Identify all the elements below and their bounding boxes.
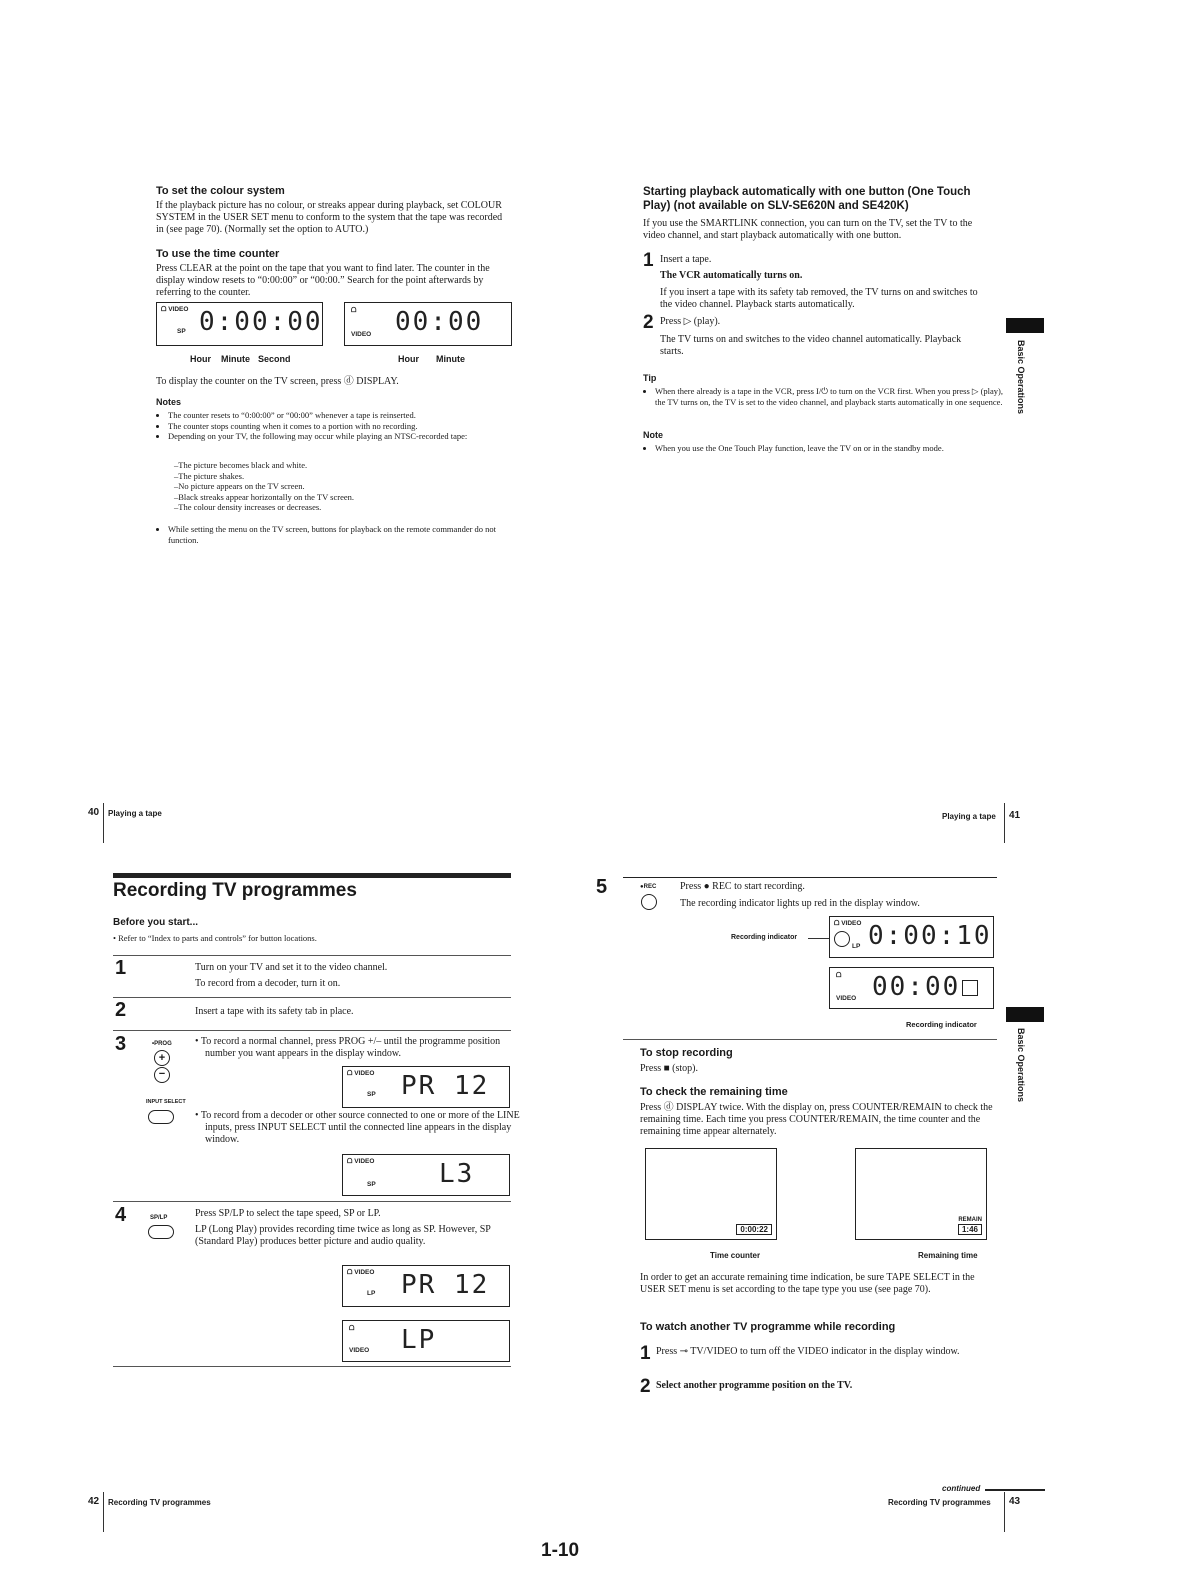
line-input-display bbox=[342, 1154, 510, 1196]
accuracy-text: In order to get an accurate remaining time indication, be sure TAPE SELECT in the USER SET menu is set according to the tape type you use (see page 70). bbox=[640, 1272, 975, 1295]
counter-digits: 0:00:10 bbox=[868, 921, 992, 951]
effect-item: –The picture becomes black and white. bbox=[174, 460, 308, 470]
footer-label-40: Playing a tape bbox=[108, 809, 162, 818]
step-divider bbox=[113, 955, 511, 956]
heading-check-remaining: To check the remaining time bbox=[640, 1086, 788, 1098]
note-item: • While setting the menu on the TV screen, buttons for playback on the remote commander do not function. bbox=[168, 524, 508, 545]
page-number-43: 43 bbox=[1009, 1496, 1021, 1507]
footer-divider bbox=[103, 803, 104, 843]
prog-label: •PROG bbox=[152, 1041, 172, 1047]
tv-screen-counter bbox=[645, 1148, 777, 1240]
heading-stop-recording: To stop recording bbox=[640, 1047, 733, 1059]
notes-list-last bbox=[156, 524, 508, 545]
recording-display-2 bbox=[829, 967, 994, 1009]
step-divider bbox=[113, 997, 511, 998]
prog-plus-button-icon: + bbox=[154, 1050, 170, 1066]
programme-display bbox=[342, 1066, 510, 1108]
step-1-sub: To record from a decoder, turn it on. bbox=[195, 978, 341, 989]
note-item: • The counter resets to “0:00:00” or “00:00” whenever a tape is reinserted. bbox=[168, 410, 524, 421]
rec-label: ●REC bbox=[640, 884, 657, 890]
tape-speed-label: SP bbox=[367, 1091, 376, 1098]
watch-step-2: Select another programme position on the TV. bbox=[656, 1380, 853, 1391]
programme-display-lp bbox=[342, 1265, 510, 1307]
step-1-detail-b: If you insert a tape with its safety tab removed, the TV turns on and switches to the video channel. Playback starts automatically. bbox=[660, 287, 978, 310]
step-number: 4 bbox=[115, 1204, 127, 1226]
sp-lp-label: SP/LP bbox=[150, 1215, 168, 1221]
step-4-text: LP (Long Play) provides recording time twice as long as SP. However, SP (Standard Play) produces better picture and audio quality. bbox=[195, 1224, 491, 1247]
step-2-title: Press ▷ (play). bbox=[660, 316, 721, 327]
label-hour: Hour bbox=[190, 354, 211, 364]
footer-label-43: Recording TV programmes bbox=[888, 1498, 991, 1507]
recording-indicator-label: Recording indicator bbox=[731, 934, 798, 941]
tape-video-icon: ᗝ VIDEO bbox=[347, 1269, 375, 1276]
prog-minus-button-icon: − bbox=[154, 1067, 170, 1083]
page-number-40: 40 bbox=[88, 807, 100, 818]
step-divider bbox=[113, 1030, 511, 1031]
step-3-b-text: To record from a decoder or other source connected to one or more of the LINE inputs, press INPUT SELECT until the connected line appears in the display window. bbox=[200, 1110, 520, 1145]
stop-recording-text: Press ■ (stop). bbox=[640, 1063, 698, 1074]
step-2-detail: The TV turns on and switches to the video channel automatically. Playback starts. bbox=[660, 334, 962, 357]
before-start-text: • Refer to “Index to parts and controls” for button locations. bbox=[113, 933, 317, 943]
tape-speed-display bbox=[342, 1320, 510, 1362]
line-digits: L3 bbox=[439, 1159, 475, 1189]
section-tab-marker bbox=[1006, 318, 1044, 333]
title-rule bbox=[113, 873, 511, 878]
time-counter-readout: 0:00:22 bbox=[736, 1224, 772, 1235]
label-minute: Minute bbox=[221, 354, 250, 364]
heading-watch-another: To watch another TV programme while recording bbox=[640, 1321, 896, 1333]
video-label: VIDEO bbox=[351, 331, 372, 338]
step-3-b: • To record from a decoder or other source connected to one or more of the LINE inputs, press INPUT SELECT until the connected line appears in the display window. bbox=[195, 1110, 520, 1145]
effect-item: –Black streaks appear horizontally on the TV screen. bbox=[174, 491, 355, 502]
rec-button-icon bbox=[641, 894, 657, 910]
step-divider bbox=[113, 1201, 511, 1202]
step-number: 5 bbox=[596, 876, 608, 898]
label-second: Second bbox=[258, 354, 291, 364]
top-rule bbox=[623, 877, 997, 878]
recording-display bbox=[829, 916, 994, 958]
ntsc-effects bbox=[174, 460, 504, 513]
footer-label-41: Playing a tape bbox=[942, 812, 996, 821]
label-hour-2: Hour bbox=[398, 354, 419, 364]
programme-digits: PR 12 bbox=[401, 1270, 490, 1300]
continued-rule bbox=[985, 1489, 1045, 1491]
counter-digits-2: 00:00 bbox=[395, 307, 484, 337]
footer-divider bbox=[1004, 803, 1005, 843]
step-number: 1 bbox=[640, 1343, 651, 1364]
tape-icon: ᗝ bbox=[836, 972, 842, 979]
recording-indicator-icon bbox=[962, 980, 978, 996]
page-number-42: 42 bbox=[88, 1496, 100, 1507]
tape-icon: ᗝ bbox=[351, 307, 357, 314]
heading-one-touch-play: Starting playback automatically with one button (One Touch Play) (not available on SLV-SE620N and SE420K) bbox=[643, 186, 971, 212]
tape-video-icon: ᗝ VIDEO bbox=[161, 306, 189, 313]
heading-colour-system: To set the colour system bbox=[156, 185, 285, 197]
sheet-number: 1-10 bbox=[541, 1540, 580, 1561]
caption-remaining-time: Remaining time bbox=[918, 1251, 978, 1260]
section-divider bbox=[623, 1039, 997, 1040]
note-list bbox=[643, 443, 995, 454]
tape-video-icon: ᗝ VIDEO bbox=[347, 1158, 375, 1165]
tape-video-icon: ᗝ VIDEO bbox=[834, 920, 862, 927]
step-4-title: Press SP/LP to select the tape speed, SP or LP. bbox=[195, 1208, 381, 1219]
remaining-time-readout: 1:46 bbox=[958, 1224, 982, 1235]
video-label: VIDEO bbox=[349, 1347, 370, 1354]
heading-before-start: Before you start... bbox=[113, 917, 199, 928]
note-item: • The counter stops counting when it comes to a portion with no recording. bbox=[168, 421, 524, 432]
counter-digits: 00:00 bbox=[872, 972, 961, 1002]
step-1-detail-a: The VCR automatically turns on. bbox=[660, 270, 803, 281]
page-number-41: 41 bbox=[1009, 810, 1021, 821]
step-number: 1 bbox=[643, 250, 654, 271]
step-number: 1 bbox=[115, 957, 127, 979]
page-title: Recording TV programmes bbox=[113, 880, 357, 901]
note-item: • When you use the One Touch Play function, leave the TV on or in the standby mode. bbox=[655, 443, 995, 454]
tape-icon: ᗝ bbox=[349, 1325, 355, 1332]
footer-divider bbox=[1004, 1492, 1005, 1532]
counter-digits: 0:00:00 bbox=[199, 307, 323, 337]
continued-label: continued bbox=[942, 1484, 981, 1493]
sp-lp-button-icon bbox=[148, 1225, 174, 1239]
note-item: • Depending on your TV, the following may occur while playing an NTSC-recorded tape: bbox=[168, 431, 524, 442]
footer-divider bbox=[103, 1492, 104, 1532]
programme-digits: PR 12 bbox=[401, 1071, 490, 1101]
step-3-a: • To record a normal channel, press PROG +/– until the programme position number you want appears in the display window. bbox=[195, 1036, 501, 1059]
heading-notes: Notes bbox=[156, 397, 182, 407]
colour-system-text: If the playback picture has no colour, or streaks appear during playback, set COLOUR SYSTEM in the USER SET menu to conform to the system that the tape was recorded in (see page 70). (Normally set the option to AUTO.) bbox=[156, 200, 503, 235]
step-5-text: The recording indicator lights up red in the display window. bbox=[680, 898, 920, 909]
step-number: 2 bbox=[643, 312, 654, 333]
tip-list bbox=[643, 386, 1005, 407]
counter-display-1 bbox=[156, 302, 323, 346]
speed-digits: LP bbox=[401, 1325, 437, 1355]
label-minute-2: Minute bbox=[436, 354, 465, 364]
tape-speed-label: LP bbox=[852, 943, 861, 950]
footer-label-42: Recording TV programmes bbox=[108, 1498, 211, 1507]
indicator-leader-line bbox=[808, 938, 830, 939]
tape-video-icon: ᗝ VIDEO bbox=[347, 1070, 375, 1077]
caption-time-counter: Time counter bbox=[710, 1251, 761, 1260]
heading-tip: Tip bbox=[643, 373, 657, 383]
video-label: VIDEO bbox=[836, 995, 857, 1002]
notes-list bbox=[156, 410, 524, 442]
watch-step-1: Press ⊸ TV/VIDEO to turn off the VIDEO indicator in the display window. bbox=[656, 1346, 960, 1357]
section-label: Basic Operations bbox=[1016, 1028, 1026, 1103]
recording-indicator-label-2: Recording indicator bbox=[906, 1020, 977, 1029]
tape-speed-label: SP bbox=[177, 328, 186, 335]
heading-time-counter: To use the time counter bbox=[156, 248, 280, 260]
recording-indicator-icon bbox=[834, 931, 850, 947]
step-number: 2 bbox=[115, 999, 127, 1021]
time-counter-text: Press CLEAR at the point on the tape that you want to find later. The counter in the display window resets to “0:00:00” or “00:00.” Search for the point afterwards by referring to the counter. bbox=[156, 263, 490, 298]
tip-item: • When there already is a tape in the VCR, press I/⏻ to turn on the VCR first. When you press ▷ (play), the TV turns on, the TV is set to the video channel, and playback starts automatically in one sequence. bbox=[655, 386, 1005, 407]
tape-speed-label: SP bbox=[367, 1181, 376, 1188]
step-5-title: Press ● REC to start recording. bbox=[680, 881, 805, 892]
before-start-ref: Refer to “Index to parts and controls” for button locations. bbox=[118, 933, 317, 943]
section-tab-marker bbox=[1006, 1007, 1044, 1022]
counter-display-2 bbox=[344, 302, 512, 346]
check-remaining-text: Press ⓓ DISPLAY twice. With the display on, press COUNTER/REMAIN to check the remaining time. Each time you press COUNTER/REMAIN, the time counter and the remaining time appear alternately. bbox=[640, 1102, 993, 1137]
section-label: Basic Operations bbox=[1016, 340, 1026, 415]
tape-speed-label: LP bbox=[367, 1290, 376, 1297]
step-3-a-text: To record a normal channel, press PROG +/– until the programme position number you want appears in the display window. bbox=[200, 1036, 501, 1059]
effect-item: –The picture shakes. bbox=[174, 470, 245, 481]
one-touch-intro: If you use the SMARTLINK connection, you can turn on the TV, set the TV to the video channel, and start playback automatically with one button. bbox=[643, 218, 973, 241]
step-1-title: Insert a tape. bbox=[660, 254, 712, 265]
input-select-button-icon bbox=[148, 1110, 174, 1124]
step-2-title: Insert a tape with its safety tab in place. bbox=[195, 1006, 354, 1017]
heading-note: Note bbox=[643, 430, 663, 440]
step-divider bbox=[113, 1366, 511, 1367]
step-number: 3 bbox=[115, 1033, 127, 1055]
effect-item: –The colour density increases or decreases. bbox=[174, 502, 322, 512]
remain-label: REMAIN bbox=[958, 1217, 982, 1223]
effect-item: –No picture appears on the TV screen. bbox=[174, 481, 305, 491]
input-select-label: INPUT SELECT bbox=[146, 1099, 186, 1105]
step-1-title: Turn on your TV and set it to the video channel. bbox=[195, 962, 388, 973]
tv-screen-remain bbox=[855, 1148, 987, 1240]
step-number: 2 bbox=[640, 1376, 651, 1397]
display-counter-text: To display the counter on the TV screen, press ⓓ DISPLAY. bbox=[156, 376, 399, 387]
